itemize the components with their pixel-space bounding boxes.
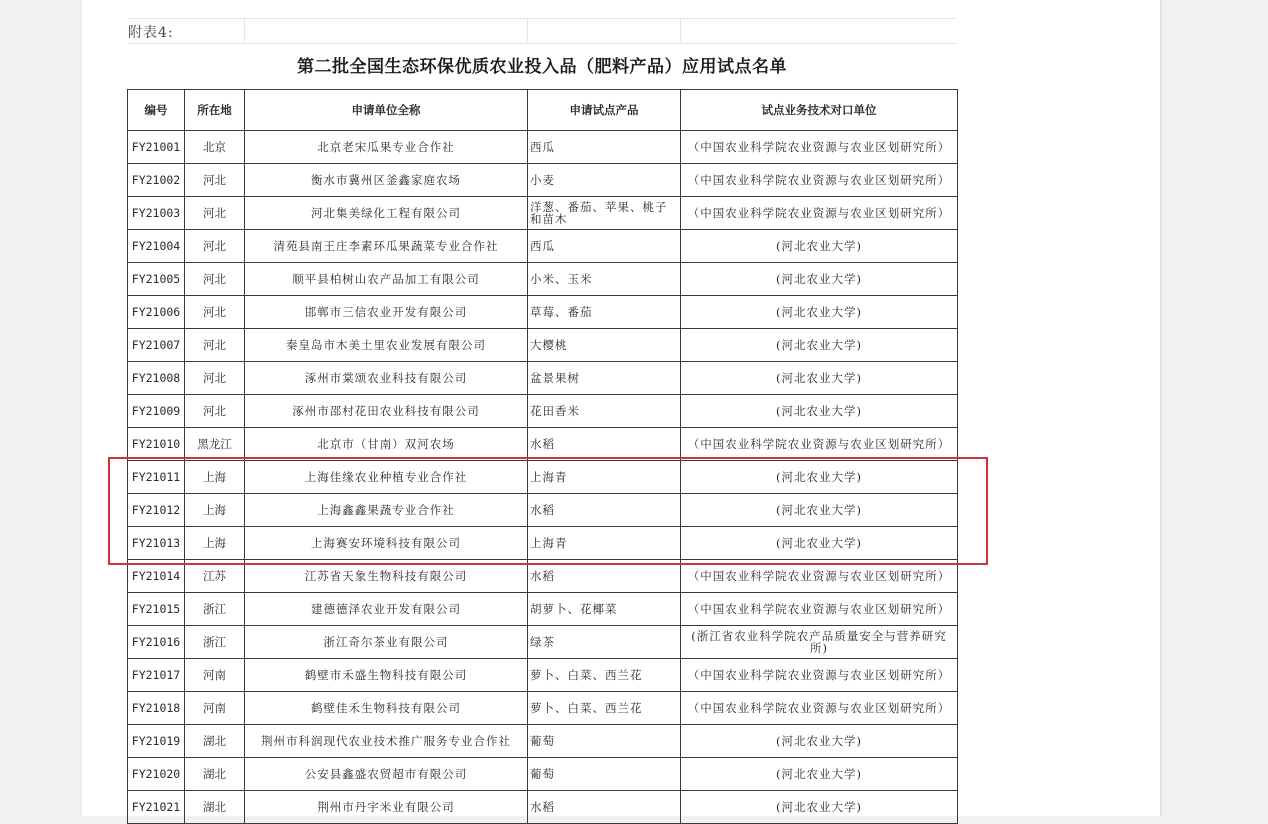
table-row [128,197,958,230]
row-product: 西瓜 [528,230,681,263]
row-product: 上海青 [528,527,681,560]
row-partner: （中国农业科学院农业资源与农业区划研究所） [681,560,958,593]
row-code: FY21018 [128,692,185,725]
table-row [128,131,958,164]
row-location: 江苏 [185,560,245,593]
row-code: FY21005 [128,263,185,296]
row-unit: 鹤壁市禾盛生物科技有限公司 [245,659,528,692]
row-code: FY21003 [128,197,185,230]
table-row [128,461,958,494]
row-unit: 鹤壁佳禾生物科技有限公司 [245,692,528,725]
header-product: 申请试点产品 [528,90,681,131]
row-unit: 衡水市冀州区釜鑫家庭农场 [245,164,528,197]
row-product: 水稻 [528,791,681,824]
row-unit: 北京市（甘南）双河农场 [245,428,528,461]
header-partner: 试点业务技术对口单位 [681,90,958,131]
row-product: 萝卜、白菜、西兰花 [528,659,681,692]
row-partner: （中国农业科学院农业资源与农业区划研究所） [681,164,958,197]
row-product: 小麦 [528,164,681,197]
row-location: 湖北 [185,791,245,824]
row-code: FY21001 [128,131,185,164]
annex-label: 附表4: [128,25,174,41]
row-location: 河北 [185,230,245,263]
row-code: FY21002 [128,164,185,197]
row-code: FY21019 [128,725,185,758]
table-row [128,692,958,725]
row-location: 河北 [185,164,245,197]
row-location: 河北 [185,263,245,296]
row-product: 洋葱、番茄、苹果、桃子和苗木 [528,197,681,230]
row-location: 上海 [185,494,245,527]
row-location: 湖北 [185,725,245,758]
row-code: FY21020 [128,758,185,791]
row-product: 葡萄 [528,725,681,758]
row-partner: （中国农业科学院农业资源与农业区划研究所） [681,197,958,230]
row-product: 萝卜、白菜、西兰花 [528,692,681,725]
row-product: 水稻 [528,494,681,527]
row-unit: 建德德泽农业开发有限公司 [245,593,528,626]
row-code: FY21011 [128,461,185,494]
faint-grid-lines [128,18,956,44]
row-location: 上海 [185,461,245,494]
row-unit: 北京老宋瓜果专业合作社 [245,131,528,164]
table-row [128,527,958,560]
row-unit: 涿州市邵村花田农业科技有限公司 [245,395,528,428]
row-unit: 上海赛安环境科技有限公司 [245,527,528,560]
table-row [128,791,958,824]
row-product: 上海青 [528,461,681,494]
row-location: 浙江 [185,593,245,626]
row-code: FY21009 [128,395,185,428]
row-unit: 邯郸市三信农业开发有限公司 [245,296,528,329]
row-partner: (河北农业大学) [681,395,958,428]
row-unit: 清苑县南王庄李素环瓜果蔬菜专业合作社 [245,230,528,263]
table-row [128,494,958,527]
row-partner: (河北农业大学) [681,230,958,263]
row-code: FY21010 [128,428,185,461]
table-row [128,593,958,626]
page-edge-right [1160,0,1162,816]
row-unit: 浙江奇尔茶业有限公司 [245,626,528,659]
table-row [128,230,958,263]
row-location: 湖北 [185,758,245,791]
row-partner: (河北农业大学) [681,461,958,494]
row-partner: (河北农业大学) [681,791,958,824]
row-unit: 秦皇岛市木美土里农业发展有限公司 [245,329,528,362]
row-partner: （中国农业科学院农业资源与农业区划研究所） [681,428,958,461]
table-row [128,560,958,593]
row-product: 水稻 [528,428,681,461]
table-row [128,296,958,329]
pilot-list-table [127,89,958,824]
row-code: FY21021 [128,791,185,824]
row-partner: (河北农业大学) [681,296,958,329]
faint-grid-line [244,18,245,42]
row-unit: 上海佳缘农业种植专业合作社 [245,461,528,494]
row-product: 花田香米 [528,395,681,428]
row-location: 北京 [185,131,245,164]
table-row [128,626,958,659]
row-unit: 荆州市科润现代农业技术推广服务专业合作社 [245,725,528,758]
row-location: 河南 [185,659,245,692]
table-header-row [128,90,958,131]
row-unit: 顺平县柏树山农产品加工有限公司 [245,263,528,296]
table-row [128,164,958,197]
row-partner: (河北农业大学) [681,362,958,395]
row-code: FY21013 [128,527,185,560]
row-location: 河北 [185,296,245,329]
row-code: FY21014 [128,560,185,593]
row-location: 河南 [185,692,245,725]
table-row [128,659,958,692]
document-title: 第二批全国生态环保优质农业投入品（肥料产品）应用试点名单 [297,57,787,77]
header-location: 所在地 [185,90,245,131]
row-location: 河北 [185,362,245,395]
row-product: 小米、玉米 [528,263,681,296]
row-partner: (河北农业大学) [681,494,958,527]
table-row [128,395,958,428]
row-partner: (河北农业大学) [681,263,958,296]
row-location: 浙江 [185,626,245,659]
row-product: 水稻 [528,560,681,593]
row-unit: 荆州市丹宇米业有限公司 [245,791,528,824]
header-code: 编号 [128,90,185,131]
row-code: FY21016 [128,626,185,659]
row-unit: 江苏省天象生物科技有限公司 [245,560,528,593]
row-unit: 河北集美绿化工程有限公司 [245,197,528,230]
row-partner: （中国农业科学院农业资源与农业区划研究所） [681,692,958,725]
row-code: FY21017 [128,659,185,692]
table-row [128,263,958,296]
row-code: FY21006 [128,296,185,329]
row-product: 大樱桃 [528,329,681,362]
row-partner: （中国农业科学院农业资源与农业区划研究所） [681,593,958,626]
row-partner: (河北农业大学) [681,527,958,560]
table-row [128,725,958,758]
row-location: 黑龙江 [185,428,245,461]
row-code: FY21004 [128,230,185,263]
row-location: 河北 [185,395,245,428]
row-partner: (河北农业大学) [681,329,958,362]
row-product: 盆景果树 [528,362,681,395]
row-unit: 上海鑫鑫果蔬专业合作社 [245,494,528,527]
row-product: 绿茶 [528,626,681,659]
row-product: 西瓜 [528,131,681,164]
row-code: FY21015 [128,593,185,626]
faint-grid-line [680,18,681,42]
row-unit: 涿州市棠颂农业科技有限公司 [245,362,528,395]
row-partner: (河北农业大学) [681,725,958,758]
row-location: 河北 [185,197,245,230]
row-product: 葡萄 [528,758,681,791]
row-location: 上海 [185,527,245,560]
row-partner: （中国农业科学院农业资源与农业区划研究所） [681,659,958,692]
header-unit: 申请单位全称 [245,90,528,131]
table-row [128,758,958,791]
table-row [128,362,958,395]
row-unit: 公安县鑫盛农贸超市有限公司 [245,758,528,791]
row-code: FY21007 [128,329,185,362]
row-product: 草莓、番茄 [528,296,681,329]
table-row [128,329,958,362]
row-partner: (浙江省农业科学院农产品质量安全与营养研究所) [681,626,958,659]
row-partner: (河北农业大学) [681,758,958,791]
row-code: FY21012 [128,494,185,527]
row-product: 胡萝卜、花椰菜 [528,593,681,626]
table-row [128,428,958,461]
row-location: 河北 [185,329,245,362]
row-partner: （中国农业科学院农业资源与农业区划研究所） [681,131,958,164]
row-code: FY21008 [128,362,185,395]
faint-grid-line [527,18,528,42]
